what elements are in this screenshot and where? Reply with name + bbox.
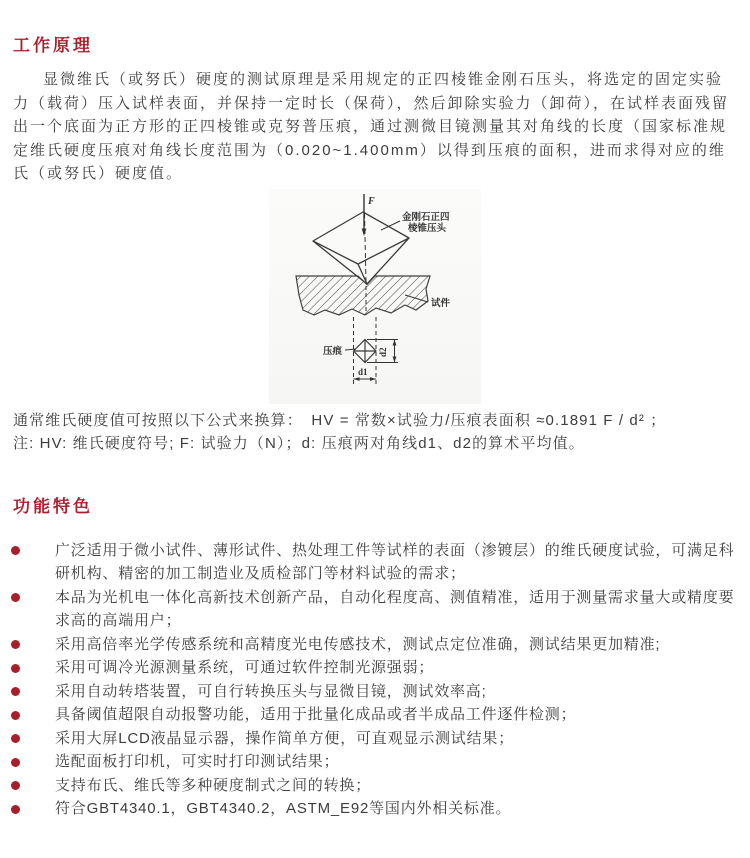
bullet-icon [11, 546, 20, 555]
product-description-page [0, 31, 750, 821]
indenter-label-line2: 棱锥压头 [408, 223, 447, 234]
bullet-icon [11, 711, 20, 720]
indenter-label-line1: 金刚石正四 [402, 212, 450, 223]
center-axis-dashed-line [365, 213, 367, 282]
indenter-label-group [381, 211, 450, 234]
feature-text: 采用自动转塔装置，可自行转换压头与显微目镜，测试效率高; [55, 682, 487, 700]
feature-text: 支持布氏、维氏等多种硬度制式之间的转换； [55, 776, 372, 794]
feature-item [13, 797, 737, 821]
principle-paragraph: 显微维氏（或努氏）硬度的测试原理是采用规定的正四棱锥金刚石压头，将选定的固定实验力（载荷）压入试样表面，并保持一定时长（保荷），然后卸除实验力（卸荷），在试样表面残留出一个底面为正方形的正四棱锥或克努普压痕，通过测微目镜测量其对角线的长度（国家标准规定维氏硬度压痕对角线长度范围为（0.020~1.400mm）以得到压痕的面积，进而求得对应的维氏（或努氏）硬度值。 [13, 71, 730, 182]
specimen-block [296, 276, 430, 315]
feature-item [13, 586, 737, 633]
bullet-icon [11, 664, 20, 673]
pyramid-indenter [313, 212, 409, 284]
section-title-working-principle: 工作原理 [13, 36, 93, 55]
bullet-icon [11, 593, 20, 602]
feature-text: 采用可调冷光源测量系统，可通过软件控制光源强弱； [55, 659, 435, 676]
section-title-features: 功能特色 [13, 496, 93, 516]
feature-text: 选配面板打印机，可实时打印测试结果； [55, 753, 340, 770]
d1-dimension [354, 367, 377, 381]
indentation-diamond [354, 339, 377, 362]
bullet-icon [11, 687, 20, 696]
force-label: F [368, 195, 375, 207]
diagram-svg [269, 189, 481, 404]
feature-item [13, 774, 737, 798]
features-list [13, 539, 737, 821]
feature-text: 广泛适用于微小试件、薄形试件、热处理工件等试样的表面（渗镀层）的维氏硬度试验，可满足科研机构、精密的加工制造业及质检部门等材料试验的需求； [55, 541, 735, 582]
feature-text: 符合GBT4340.1，GBT4340.2，ASTM_E92等国内外相关标准。 [55, 800, 512, 817]
bullet-icon [11, 640, 20, 649]
feature-text: 本品为光机电一体化高新技术创新产品，自动化程度高、测值精准，适用于测量需求量大或精度要求高的高端用户； [55, 588, 735, 629]
feature-text: 采用大屏LCD液晶显示器，操作简单方便，可直观显示测试结果； [55, 729, 515, 747]
bullet-icon [11, 758, 20, 767]
bullet-icon [11, 734, 20, 743]
bullet-icon [11, 781, 20, 790]
vickers-indentation-diagram [269, 189, 481, 404]
feature-text: 具备阈值超限自动报警功能，适用于批量化成品或者半成品工件逐件检测； [55, 706, 577, 723]
d2-label: d2 [378, 346, 388, 357]
specimen-label: 试件 [431, 298, 451, 309]
feature-item [13, 703, 737, 727]
feature-item [13, 750, 737, 774]
bullet-icon [11, 805, 20, 814]
indentation-label-group [323, 345, 356, 357]
formula-note: 注: HV: 维氏硬度符号; F: 试验力（N）；d: 压痕两对角线d1、d2的算术平均值。 [13, 435, 585, 452]
feature-item [13, 633, 737, 657]
feature-item [13, 656, 737, 680]
indentation-label: 压痕 [323, 346, 343, 357]
conversion-formula: 通常维氏硬度值可按照以下公式来换算： HV = 常数×试验力/压痕表面积 ≈0.1891 F / d² ； [13, 411, 667, 429]
feature-text: 采用高倍率光学传感系统和高精度光电传感技术，测试点定位准确，测试结果更加精准; [55, 635, 661, 653]
d1-label: d1 [358, 366, 368, 377]
feature-item [13, 727, 737, 751]
feature-item [13, 539, 737, 586]
feature-item [13, 680, 737, 704]
